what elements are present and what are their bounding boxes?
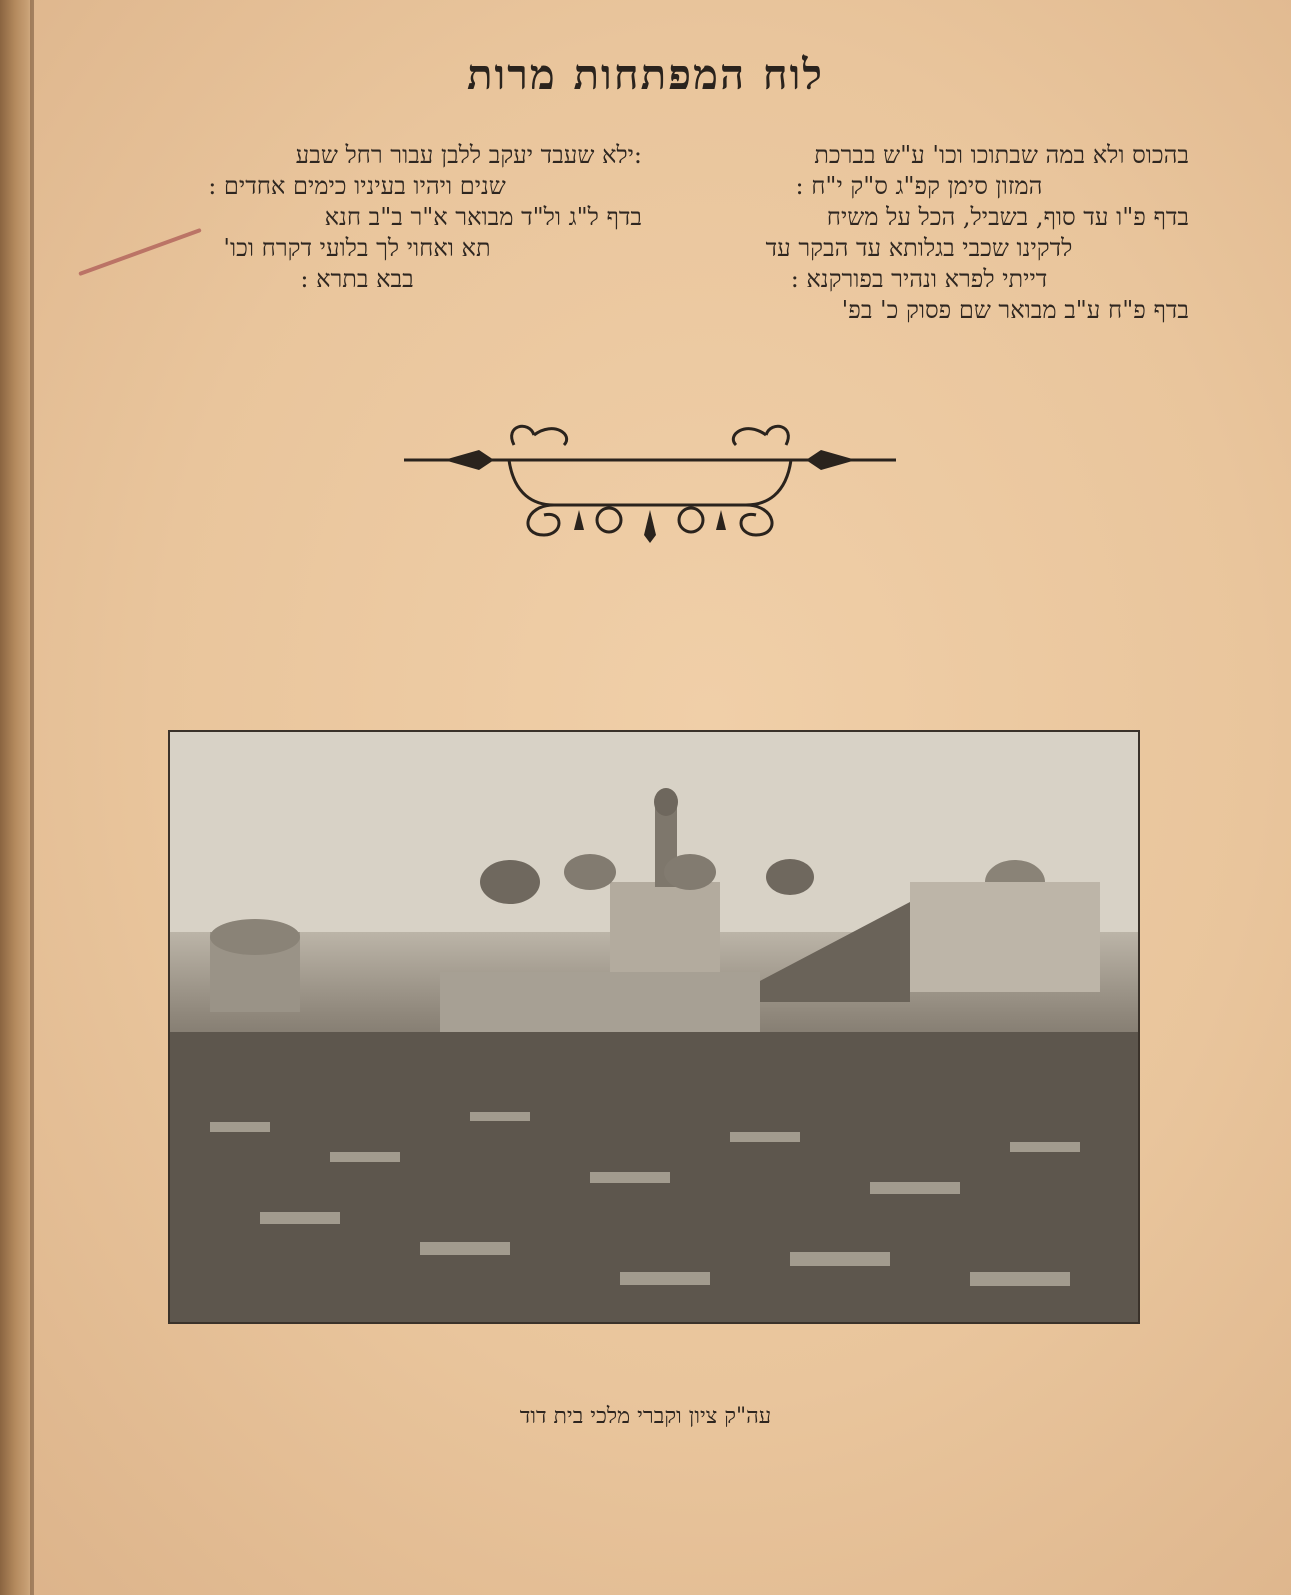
spine-edge xyxy=(30,0,34,1595)
photo-scene xyxy=(170,732,1138,1322)
text-line: בבא בתרא : xyxy=(300,265,414,293)
page-title: לוח המפתחות מרות xyxy=(466,50,825,99)
text-line: תא ואחוי לך בלועי דקרח וכו' xyxy=(223,234,491,262)
right-text-column xyxy=(649,140,1189,326)
text-line: בדף ל"ג ול"ד מבואר א"ר ב"ב חנא xyxy=(324,203,642,231)
text-line: :ילא שעבד יעקב ללבן עבור רחל שבע xyxy=(295,141,642,169)
text-line: בדף פ"ו עד סוף, בשביל, הכל על משיח xyxy=(826,203,1189,231)
text-line: בדף פ"ח ע"ב מבואר שם פסוק כ' בפ' xyxy=(841,296,1189,324)
photograph-mount-zion xyxy=(168,730,1140,1324)
text-line: בהכוס ולא במה שבתוכו וכו' ע"ש בברכת xyxy=(814,141,1189,169)
left-text-column xyxy=(72,140,642,295)
text-line: המזון סימן קפ"ג ס"ק י"ח : xyxy=(795,172,1043,200)
ornament-flourish xyxy=(404,415,896,545)
book-spine xyxy=(0,0,34,1595)
text-line: דייתי לפרא ונהיר בפורקנא : xyxy=(790,265,1048,293)
photo-caption: עה"ק ציון וקברי מלכי בית דוד xyxy=(519,1404,772,1429)
text-line: לדקינו שכבי בגלותא עד הבקר עד xyxy=(765,234,1073,262)
text-line: שנים ויהיו בעיניו כימים אחדים : xyxy=(208,172,506,200)
